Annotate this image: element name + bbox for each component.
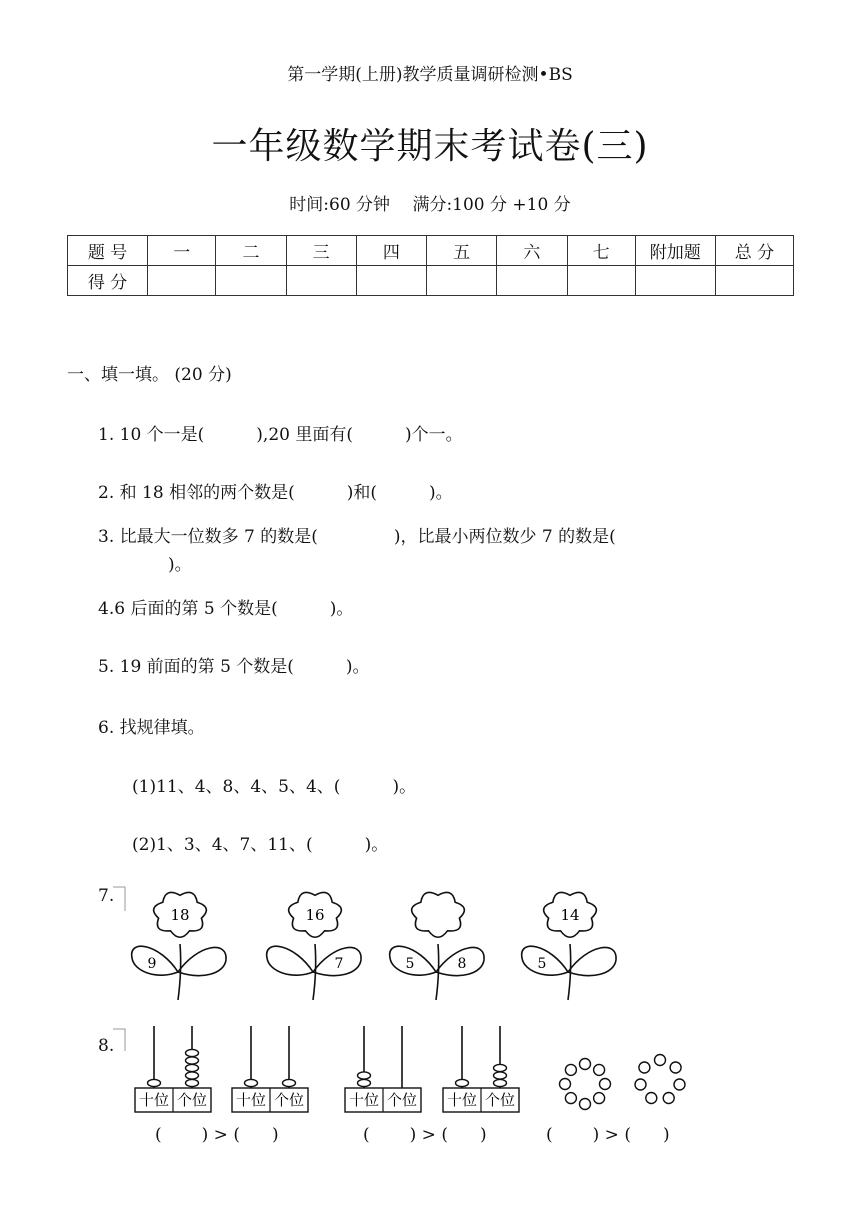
- q5-text-a: 5. 19 前面的第 5 个数是(: [98, 657, 294, 677]
- flower-right-number: 8: [457, 956, 467, 972]
- question-6-part-1: [132, 772, 416, 797]
- q2-text-a: 2. 和 18 相邻的两个数是(: [98, 483, 295, 503]
- score-cell[interactable]: [356, 266, 426, 296]
- q1-text-a: 1. 10 个一是(: [98, 425, 205, 445]
- abacus: [232, 1026, 308, 1112]
- ring-circle: [655, 1055, 666, 1066]
- q4-text-a: 4.6 后面的第 5 个数是(: [98, 599, 278, 619]
- ones-label: 个位: [176, 1091, 208, 1109]
- section-1-title: 一、填一填。 (20 分): [67, 365, 232, 385]
- number-flowers: [120, 880, 640, 1010]
- ring-circle: [663, 1093, 674, 1104]
- ring-circle: [594, 1093, 605, 1104]
- question-4: [98, 594, 353, 619]
- compare-1[interactable]: [155, 1125, 279, 1145]
- cell-q2: 二: [216, 236, 286, 266]
- score-cell[interactable]: [286, 266, 356, 296]
- q6-p1-text-b: )。: [392, 777, 417, 797]
- question-2: [98, 478, 453, 503]
- ring-circle: [674, 1079, 685, 1090]
- score-cell[interactable]: [567, 266, 635, 296]
- score-table-score-row: [68, 266, 794, 296]
- flower-top-number: 18: [170, 906, 190, 924]
- cell-q4: 四: [356, 236, 426, 266]
- compare-paren: (: [155, 1125, 162, 1145]
- compare-paren: ): [479, 1125, 487, 1145]
- question-3: [98, 522, 616, 547]
- q5-text-b: )。: [345, 657, 370, 677]
- score-cell[interactable]: [715, 266, 793, 296]
- flower-left-number: 5: [537, 956, 547, 972]
- q2-text-b: )和(: [346, 483, 377, 503]
- exam-meta: 时间:60 分钟 满分:100 分 +10 分: [289, 195, 571, 215]
- bead: [186, 1049, 199, 1056]
- cell-q3: 三: [286, 236, 356, 266]
- score-cell[interactable]: [427, 266, 497, 296]
- flower-left-number: 5: [405, 956, 415, 972]
- bead: [186, 1064, 199, 1071]
- question-7-label: 7.: [98, 886, 115, 906]
- flower: [132, 892, 226, 1000]
- ring-circle: [639, 1062, 650, 1073]
- flower-head: [412, 892, 465, 937]
- flower: [390, 892, 484, 1000]
- question-6-part-2: [132, 830, 388, 855]
- compare-sign: ) > (: [201, 1125, 240, 1145]
- ones-label: 个位: [273, 1091, 305, 1109]
- q6-p2-text-a: (2)1、3、4、7、11、(: [132, 835, 313, 855]
- compare-paren: (: [363, 1125, 370, 1145]
- bead: [186, 1072, 199, 1079]
- right-leaf: [568, 948, 616, 976]
- ring-circle: [635, 1079, 646, 1090]
- tens-label: 十位: [235, 1091, 267, 1109]
- cell-q6: 六: [497, 236, 567, 266]
- circle-ring: [635, 1055, 685, 1104]
- cell-score-label: 得 分: [68, 266, 148, 296]
- q3-text-c: )。: [168, 555, 192, 575]
- ring-circle: [594, 1064, 605, 1075]
- compare-sign: ) > (: [592, 1125, 631, 1145]
- ones-label: 个位: [386, 1091, 418, 1109]
- tens-label: 十位: [348, 1091, 380, 1109]
- q6-p1-text-a: (1)11、4、8、4、5、4、(: [132, 777, 341, 797]
- bead: [456, 1079, 469, 1086]
- ring-circle: [580, 1099, 591, 1110]
- bead: [494, 1079, 507, 1086]
- abacus: [345, 1026, 421, 1112]
- score-cell[interactable]: [216, 266, 286, 296]
- bead: [494, 1064, 507, 1071]
- ring-circle: [600, 1079, 611, 1090]
- ring-circle: [580, 1059, 591, 1070]
- score-cell[interactable]: [635, 266, 715, 296]
- bead: [358, 1079, 371, 1086]
- left-leaf: [267, 946, 313, 975]
- q4-text-b: )。: [329, 599, 354, 619]
- exam-title: 一年级数学期末考试卷(三): [211, 126, 649, 167]
- bead: [283, 1079, 296, 1086]
- ones-label: 个位: [484, 1091, 516, 1109]
- abacus-group: [120, 1020, 720, 1120]
- bead: [148, 1079, 161, 1086]
- compare-paren: (: [546, 1125, 553, 1145]
- question-6-title: 6. 找规律填。: [98, 718, 205, 738]
- question-3-line2: [98, 550, 192, 575]
- question-5: [98, 652, 370, 677]
- flower-right-number: 7: [334, 956, 344, 972]
- bead: [186, 1079, 199, 1086]
- bead: [186, 1057, 199, 1064]
- score-table: [67, 235, 794, 296]
- abacus: [135, 1026, 211, 1112]
- ring-circle: [565, 1093, 576, 1104]
- score-cell[interactable]: [148, 266, 216, 296]
- cell-label: 题 号: [68, 236, 148, 266]
- flower: [522, 892, 616, 1000]
- compare-paren: ): [271, 1125, 279, 1145]
- cell-bonus: 附加题: [635, 236, 715, 266]
- cell-q5: 五: [427, 236, 497, 266]
- question-8-label: 8.: [98, 1036, 115, 1056]
- bead: [358, 1072, 371, 1079]
- ring-circle: [565, 1064, 576, 1075]
- bead: [494, 1072, 507, 1079]
- abacus: [443, 1026, 519, 1112]
- cell-total: 总 分: [715, 236, 793, 266]
- q1-text-c: )个一。: [405, 425, 463, 445]
- q3-text-a: 3. 比最大一位数多 7 的数是(: [98, 527, 318, 547]
- ring-circle: [646, 1093, 657, 1104]
- compare-sign: ) > (: [409, 1125, 448, 1145]
- flower-left-number: 9: [147, 956, 157, 972]
- cell-q1: 一: [148, 236, 216, 266]
- score-cell[interactable]: [497, 266, 567, 296]
- circle-ring: [560, 1059, 611, 1110]
- flower: [267, 892, 361, 1000]
- cell-q7: 七: [567, 236, 635, 266]
- q2-text-c: )。: [428, 483, 453, 503]
- exam-subtitle: 第一学期(上册)教学质量调研检测•BS: [287, 65, 573, 85]
- ring-circle: [670, 1062, 681, 1073]
- compare-3[interactable]: [546, 1125, 670, 1145]
- q1-text-b: ),20 里面有(: [256, 425, 354, 445]
- bead: [245, 1079, 258, 1086]
- tens-label: 十位: [446, 1091, 478, 1109]
- q6-p2-text-b: )。: [364, 835, 389, 855]
- question-1: [98, 420, 463, 445]
- ring-circle: [560, 1079, 571, 1090]
- flower-top-number: 16: [305, 906, 325, 924]
- flower-top-number: 14: [560, 906, 580, 924]
- compare-paren: ): [662, 1125, 670, 1145]
- right-leaf: [178, 948, 226, 976]
- q3-text-b: )，比最小两位数少 7 的数是(: [393, 527, 616, 547]
- score-table-header-row: [68, 236, 794, 266]
- compare-2[interactable]: [363, 1125, 487, 1145]
- tens-label: 十位: [138, 1091, 170, 1109]
